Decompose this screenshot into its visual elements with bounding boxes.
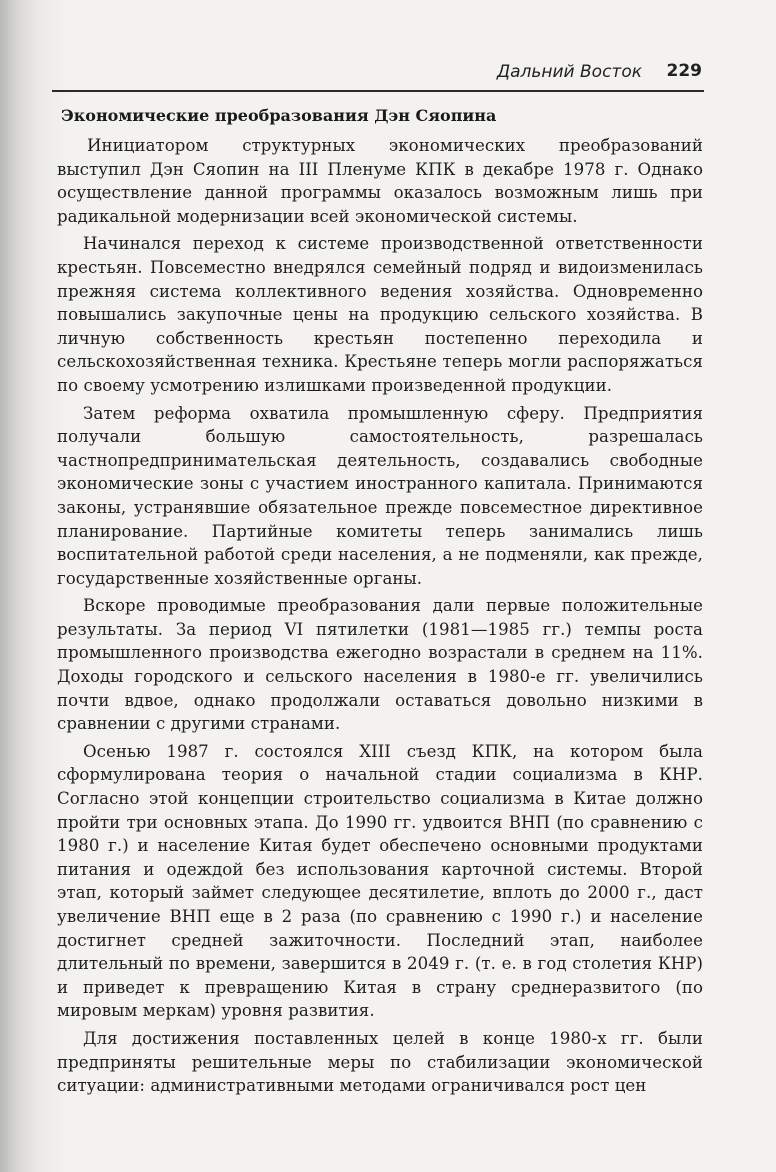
paragraph-5: Осенью 1987 г. состоялся XIII съезд КПК, на котором была сформулирована теория о начальной стадии социализма в КНР. Согласно этой концепции строительство социализма в Китае должно пройти три основных этапа. До 1990 гг. удвоится ВНП (по сравнению с 1980 г.) и население Китая будет обеспечено основными продуктами питания и одеждой без использования карточной системы. Второй этап, который займет следующее десятилетие, вплоть до 2000 г., даст увеличение ВНП еще в 2 раза (по сравнению с 1990 г.) и население достигнет средней зажиточности. Последний этап, наиболее длительный по времени, завершится в 2049 г. (т. е. в год столетия КНР) и приведет к превращению Китая в страну среднеразвитого (по мировым меркам) уровня развития. bbox=[57, 741, 703, 1021]
paragraph-1: Инициатором структурных экономических преобразований выступил Дэн Сяопин на III Пленуме КПК в декабре 1978 г. Однако осуществление данной программы оказалось возможным лишь при радикальной модернизации всей экономической системы. bbox=[57, 136, 703, 226]
paragraph-4: Вскоре проводимые преобразования дали первые положительные результаты. За период VI пятилетки (1981—1985 гг.) темпы роста промышленного производства ежегодно возрастали в среднем на 11%. Доходы городского и сельского населения в 1980-е гг. увеличились почти вдвое, однако продолжали оставаться довольно низкими в сравнении с другими странами. bbox=[57, 596, 703, 734]
paragraph-2: Начинался переход к системе производственной ответственности крестьян. Повсеместно внедрялся семейный подряд и видоизменилась прежняя система коллективного ведения хозяйства. Одновременно повышались закупочные цены на продукцию сельского хозяйства. В личную собственность крестьян постепенно переходила и сельскохозяйственная техника. Крестьяне теперь могли распоряжаться по своему усмотрению излишками произведенной продукции. bbox=[57, 234, 703, 395]
page-content bbox=[57, 104, 703, 1102]
paragraph-3: Затем реформа охватила промышленную сферу. Предприятия получали большую самостоятельность, разрешалась частнопредпринимательская деятельность, создавались свободные экономические зоны с участием иностранного капитала. Принимаются законы, устранявшие обязательное прежде повсеместное директивное планирование. Партийные комитеты теперь занимались лишь воспитательной работой среди населения, а не подменяли, как прежде, государственные хозяйственные органы. bbox=[57, 403, 703, 588]
page-number: 229 bbox=[666, 61, 702, 81]
page-header bbox=[52, 60, 704, 92]
section-title: Экономические преобразования Дэн Сяопина bbox=[61, 106, 497, 125]
paragraph-6: Для достижения поставленных целей в конце 1980-х гг. были предприняты решительные меры по стабилизации экономической ситуации: административными методами ограничивался рост цен bbox=[57, 1028, 703, 1096]
running-head: Дальний Восток bbox=[496, 62, 642, 82]
